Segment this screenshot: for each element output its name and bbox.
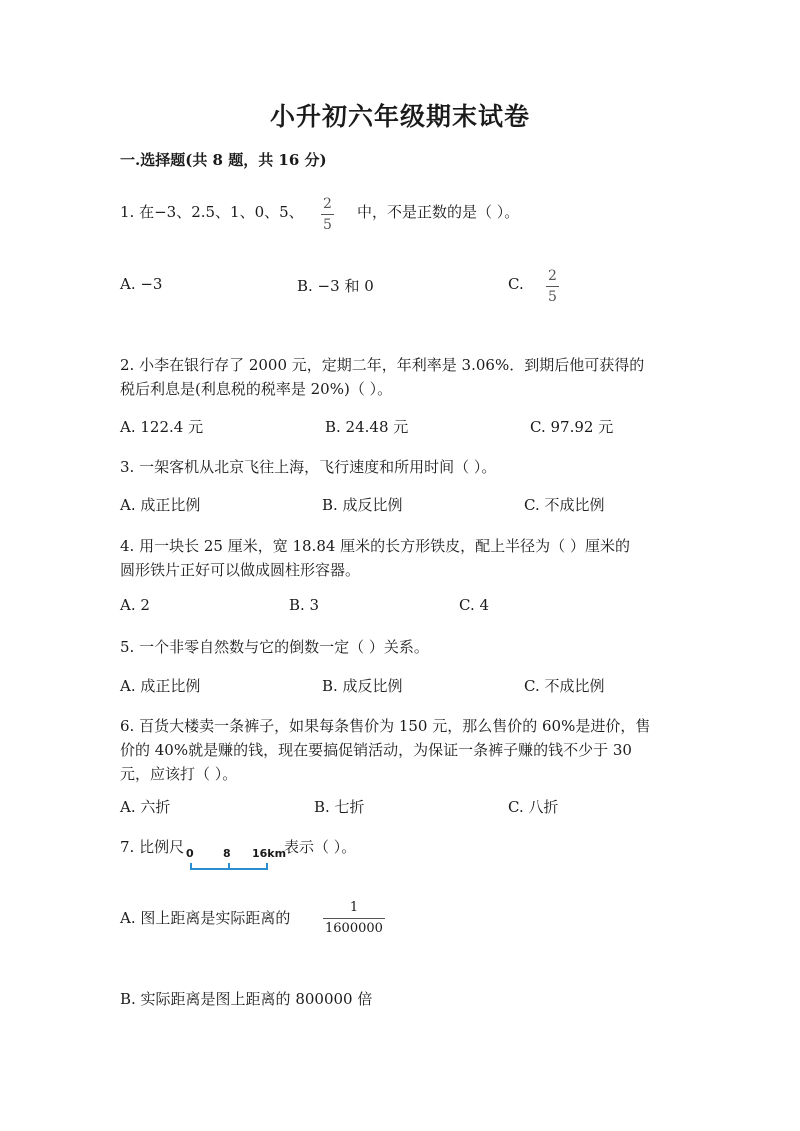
fraction-numerator: 1 [349, 900, 359, 915]
fraction-bar [546, 286, 559, 287]
question-2-option-a[interactable]: A. 122.4 元 [120, 418, 204, 436]
question-2-line-2: 税后利息是(利息税的税率是 20%)（ ）。 [120, 380, 393, 398]
question-5-text: 5. 一个非零自然数与它的倒数一定（ ）关系。 [120, 638, 429, 656]
question-1-option-c-fraction [546, 268, 559, 305]
scale-label-0: 0 [186, 847, 194, 860]
question-4-option-a[interactable]: A. 2 [120, 596, 150, 614]
question-3-option-a[interactable]: A. 成正比例 [120, 496, 201, 514]
scale-tick [228, 863, 230, 870]
section-heading: 一.选择题(共 8 题，共 16 分) [120, 151, 327, 169]
question-7-suffix: 表示（ ）。 [284, 838, 357, 856]
question-4-option-b[interactable]: B. 3 [289, 596, 320, 614]
scale-label-16km: 16km [252, 847, 287, 860]
question-6-line-3: 元，应该打（ ）。 [120, 765, 238, 783]
question-2-option-c[interactable]: C. 97.92 元 [530, 418, 614, 436]
question-5-option-c[interactable]: C. 不成比例 [524, 677, 605, 695]
question-2-option-b[interactable]: B. 24.48 元 [325, 418, 409, 436]
fraction-denominator: 5 [323, 217, 332, 233]
fraction-numerator: 2 [548, 268, 557, 284]
fraction-bar [323, 918, 385, 919]
question-4-option-c[interactable]: C. 4 [459, 596, 490, 614]
question-3-option-c[interactable]: C. 不成比例 [524, 496, 605, 514]
scale-bar-figure [186, 847, 287, 875]
question-5-option-a[interactable]: A. 成正比例 [120, 677, 201, 695]
fraction-numerator: 2 [323, 196, 332, 212]
question-4-line-1: 4. 用一块长 25 厘米，宽 18.84 厘米的长方形铁皮，配上半径为（ ）厘米的 [120, 537, 630, 555]
question-1-option-a[interactable]: A. −3 [120, 275, 163, 293]
question-5-option-b[interactable]: B. 成反比例 [322, 677, 403, 695]
question-6-option-b[interactable]: B. 七折 [314, 798, 365, 816]
question-2-line-1: 2. 小李在银行存了 2000 元，定期二年，年利率是 3.06%．到期后他可获得的 [120, 356, 645, 374]
question-6-line-1: 6. 百货大楼卖一条裤子，如果每条售价为 150 元，那么售价的 60%是进价，售 [120, 717, 651, 735]
question-7-prefix: 7. 比例尺 [120, 838, 185, 856]
question-6-line-2: 价的 40%就是赚的钱，现在要搞促销活动，为保证一条裤子赚的钱不少于 30 [120, 741, 632, 759]
question-3-text: 3. 一架客机从北京飞往上海，飞行速度和所用时间（ ）。 [120, 458, 497, 476]
question-7-option-b[interactable]: B. 实际距离是图上距离的 800000 倍 [120, 990, 373, 1008]
question-1-option-c[interactable]: C. [508, 275, 524, 293]
fraction-bar [321, 214, 334, 215]
page-title: 小升初六年级期末试卷 [269, 102, 530, 131]
question-1-option-b[interactable]: B. −3 和 0 [297, 277, 374, 295]
question-1-suffix: 中，不是正数的是（ ）。 [357, 203, 520, 221]
question-3-option-b[interactable]: B. 成反比例 [322, 496, 403, 514]
question-7-option-a[interactable]: A. 图上距离是实际距离的 [120, 909, 291, 927]
fraction-denominator: 5 [548, 289, 557, 305]
question-1-prefix: 1. 在−3、2.5、1、0、5、 [120, 203, 304, 221]
question-6-option-a[interactable]: A. 六折 [120, 798, 171, 816]
question-4-line-2: 圆形铁片正好可以做成圆柱形容器。 [120, 561, 361, 579]
question-1-fraction [321, 196, 334, 233]
fraction-denominator: 1600000 [325, 921, 383, 936]
scale-label-8: 8 [223, 847, 231, 860]
scale-tick [190, 863, 192, 870]
question-7-option-a-fraction [323, 900, 385, 937]
scale-tick [266, 863, 268, 870]
question-6-option-c[interactable]: C. 八折 [508, 798, 559, 816]
